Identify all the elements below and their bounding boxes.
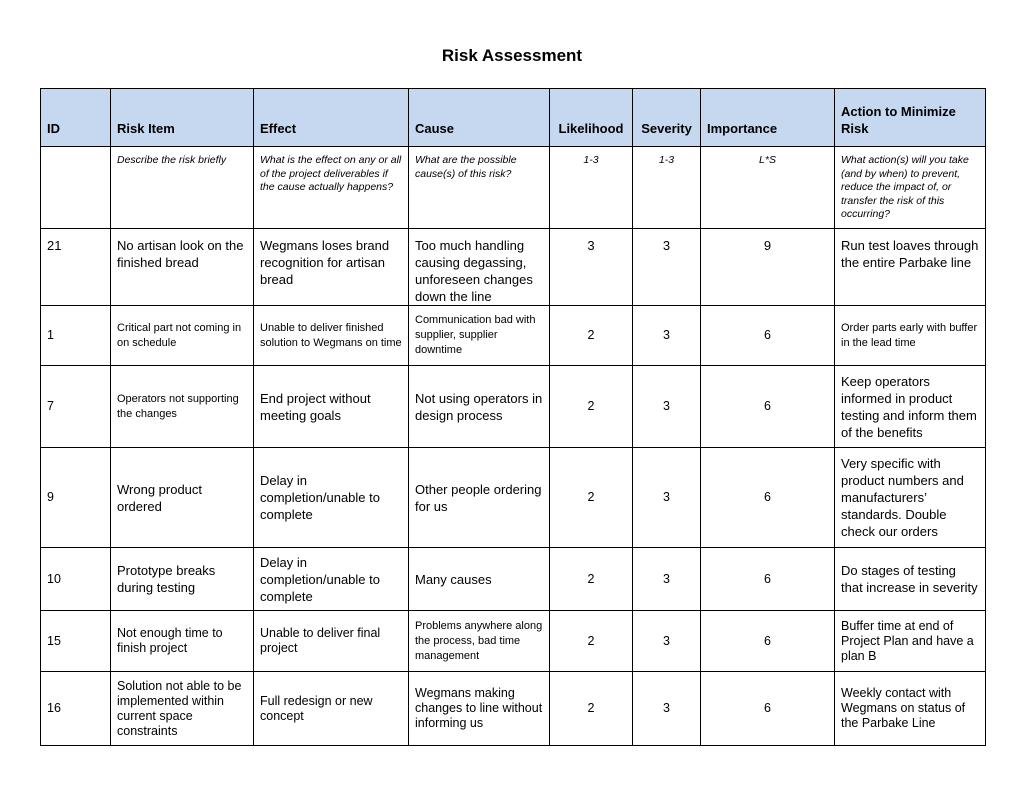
- cell-effect: Full redesign or new concept: [254, 672, 409, 746]
- guidance-importance: L*S: [701, 147, 835, 229]
- cell-id: 1: [41, 306, 111, 366]
- cell-action: Do stages of testing that increase in severity: [835, 548, 986, 611]
- cell-effect: Wegmans loses brand recognition for artisan bread: [254, 229, 409, 306]
- cell-importance: 6: [701, 366, 835, 448]
- cell-likelihood: 2: [550, 366, 633, 448]
- table-row: [41, 548, 986, 611]
- guidance-likelihood: 1-3: [550, 147, 633, 229]
- cell-importance: 6: [701, 611, 835, 672]
- cell-likelihood: 2: [550, 611, 633, 672]
- cell-id: 7: [41, 366, 111, 448]
- cell-action: Run test loaves through the entire Parbake line: [835, 229, 986, 306]
- page-title: Risk Assessment: [441, 46, 583, 65]
- header-cause: Cause: [409, 89, 550, 147]
- cell-severity: 3: [633, 611, 701, 672]
- risk-assessment-table: [40, 88, 986, 746]
- header-likelihood: Likelihood: [550, 89, 633, 147]
- cell-cause: Other people ordering for us: [409, 448, 550, 548]
- cell-id: 15: [41, 611, 111, 672]
- guidance-severity: 1-3: [633, 147, 701, 229]
- cell-risk-item: Operators not supporting the changes: [111, 366, 254, 448]
- header-importance: Importance: [701, 89, 835, 147]
- cell-likelihood: 2: [550, 306, 633, 366]
- cell-likelihood: 3: [550, 229, 633, 306]
- cell-risk-item: No artisan look on the finished bread: [111, 229, 254, 306]
- cell-effect: Delay in completion/unable to complete: [254, 448, 409, 548]
- cell-likelihood: 2: [550, 448, 633, 548]
- cell-risk-item: Wrong product ordered: [111, 448, 254, 548]
- cell-action: Weekly contact with Wegmans on status of the Parbake Line: [835, 672, 986, 746]
- guidance-cause: What are the possible cause(s) of this risk?: [409, 147, 550, 229]
- header-risk-item: Risk Item: [111, 89, 254, 147]
- cell-likelihood: 2: [550, 548, 633, 611]
- cell-severity: 3: [633, 672, 701, 746]
- cell-severity: 3: [633, 548, 701, 611]
- table-row: [41, 672, 986, 746]
- cell-severity: 3: [633, 229, 701, 306]
- guidance-action: What action(s) will you take (and by when) to prevent, reduce the impact of, or transfer the risk of this occurring?: [835, 147, 986, 229]
- table-header-row: [41, 89, 986, 147]
- cell-likelihood: 2: [550, 672, 633, 746]
- table-row: [41, 306, 986, 366]
- cell-effect: Unable to deliver finished solution to Wegmans on time: [254, 306, 409, 366]
- table-row: [41, 611, 986, 672]
- cell-effect: Delay in completion/unable to complete: [254, 548, 409, 611]
- cell-id: 16: [41, 672, 111, 746]
- cell-importance: 6: [701, 448, 835, 548]
- table-row: [41, 448, 986, 548]
- guidance-effect: What is the effect on any or all of the project deliverables if the cause actually happens?: [254, 147, 409, 229]
- cell-importance: 6: [701, 548, 835, 611]
- guidance-row: [41, 147, 986, 229]
- guidance-risk-item: Describe the risk briefly: [111, 147, 254, 229]
- cell-cause: Many causes: [409, 548, 550, 611]
- cell-severity: 3: [633, 306, 701, 366]
- cell-risk-item: Not enough time to finish project: [111, 611, 254, 672]
- header-id: ID: [41, 89, 111, 147]
- cell-effect: Unable to deliver final project: [254, 611, 409, 672]
- cell-severity: 3: [633, 448, 701, 548]
- cell-cause: Not using operators in design process: [409, 366, 550, 448]
- header-severity: Severity: [633, 89, 701, 147]
- table-row: [41, 229, 986, 306]
- cell-id: 9: [41, 448, 111, 548]
- cell-cause: Too much handling causing degassing, unforeseen changes down the line: [409, 229, 550, 306]
- cell-cause: Problems anywhere along the process, bad time management: [409, 611, 550, 672]
- cell-cause: Wegmans making changes to line without informing us: [409, 672, 550, 746]
- cell-cause: Communication bad with supplier, supplier downtime: [409, 306, 550, 366]
- cell-action: Order parts early with buffer in the lead time: [835, 306, 986, 366]
- cell-effect: End project without meeting goals: [254, 366, 409, 448]
- cell-severity: 3: [633, 366, 701, 448]
- cell-importance: 6: [701, 306, 835, 366]
- cell-id: 21: [41, 229, 111, 306]
- guidance-id: [41, 147, 111, 229]
- header-action: Action to Minimize Risk: [835, 89, 986, 147]
- cell-id: 10: [41, 548, 111, 611]
- cell-risk-item: Prototype breaks during testing: [111, 548, 254, 611]
- cell-importance: 9: [701, 229, 835, 306]
- cell-importance: 6: [701, 672, 835, 746]
- table-row: [41, 366, 986, 448]
- cell-action: Keep operators informed in product testing and inform them of the benefits: [835, 366, 986, 448]
- cell-action: Buffer time at end of Project Plan and have a plan B: [835, 611, 986, 672]
- cell-action: Very specific with product numbers and manufacturers’ standards. Double check our orders: [835, 448, 986, 548]
- header-effect: Effect: [254, 89, 409, 147]
- cell-risk-item: Critical part not coming in on schedule: [111, 306, 254, 366]
- cell-risk-item: Solution not able to be implemented within current space constraints: [111, 672, 254, 746]
